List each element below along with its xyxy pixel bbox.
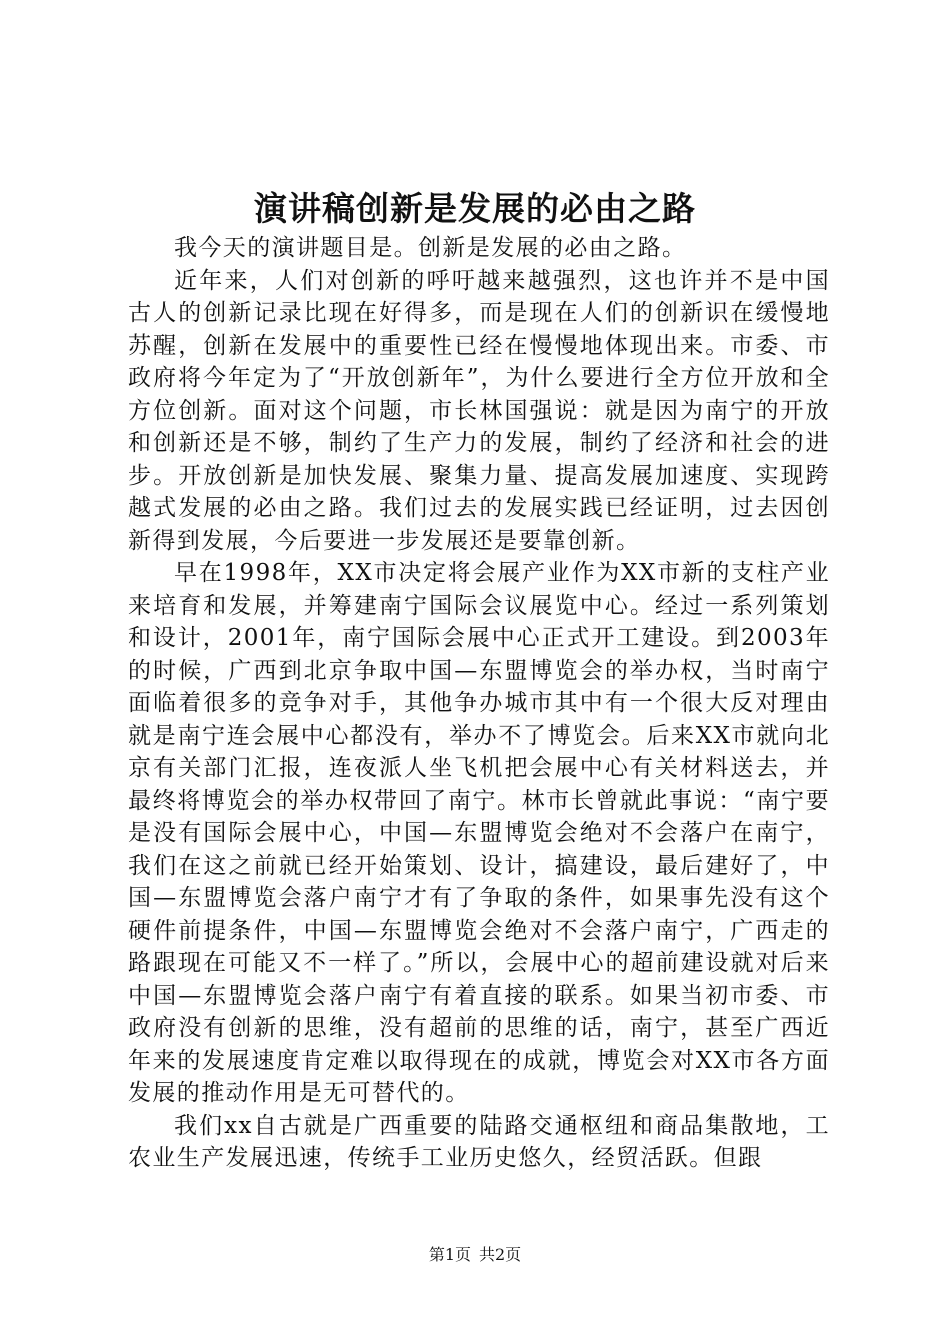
page-total: 共2页	[479, 1245, 522, 1264]
paragraph: 早在1998年，XX市决定将会展产业作为XX市新的支柱产业来培育和发展，并筹建南宁国际会议展览中心。经过一系列策划和设计，2001年，南宁国际会展中心正式开工建设。到2003年的时候，广西到北京争取中国—东盟博览会的举办权，当时南宁面临着很多的竞争对手，其他争办城市其中有一个很大反对理由就是南宁连会展中心都没有，举办不了博览会。后来XX市就向北京有关部门汇报，连夜派人坐飞机把会展中心有关材料送去，并最终将博览会的举办权带回了南宁。林市长曾就此事说：“南宁要是没有国际会展中心，中国—东盟博览会绝对不会落户在南宁，我们在这之前就已经开始策划、设计，搞建设，最后建好了，中国—东盟博览会落户南宁才有了争取的条件，如果事先没有这个硬件前提条件，中国—东盟博览会绝对不会落户南宁，广西走的路跟现在可能又不一样了。”所以，会展中心的超前建设就对后来中国—东盟博览会落户南宁有着直接的联系。如果当初市委、市政府没有创新的思维，没有超前的思维的话，南宁，甚至广西近年来的发展速度肯定难以取得现在的成就，博览会对XX市各方面发展的推动作用是无可替代的。	[128, 560, 830, 1106]
paragraph: 我今天的演讲题目是。创新是发展的必由之路。	[174, 235, 687, 261]
document-title: 演讲稿创新是发展的必由之路	[254, 189, 696, 228]
paragraph: 近年来，人们对创新的呼吁越来越强烈，这也许并不是中国古人的创新记录比现在好得多，而是现在人们的创新识在缓慢地苏醒，创新在发展中的重要性已经在慢慢地体现出来。市委、市政府将今年定为了“开放创新年”，为什么要进行全方位开放和全方位创新。面对这个问题，市长林国强说：就是因为南宁的开放和创新还是不够，制约了生产力的发展，制约了经济和社会的进步。开放创新是加快发展、聚集力量、提高发展加速度、实现跨越式发展的必由之路。我们过去的发展实践已经证明，过去因创新得到发展，今后要进一步发展还是要靠创新。	[128, 267, 830, 554]
paragraph: 我们xx自古就是广西重要的陆路交通枢纽和商品集散地，工农业生产发展迅速，传统手工业历史悠久，经贸活跃。但跟	[128, 1112, 830, 1171]
page-number: 第1页	[428, 1245, 471, 1264]
page-footer	[0, 1244, 950, 1266]
document-body	[128, 232, 830, 1175]
